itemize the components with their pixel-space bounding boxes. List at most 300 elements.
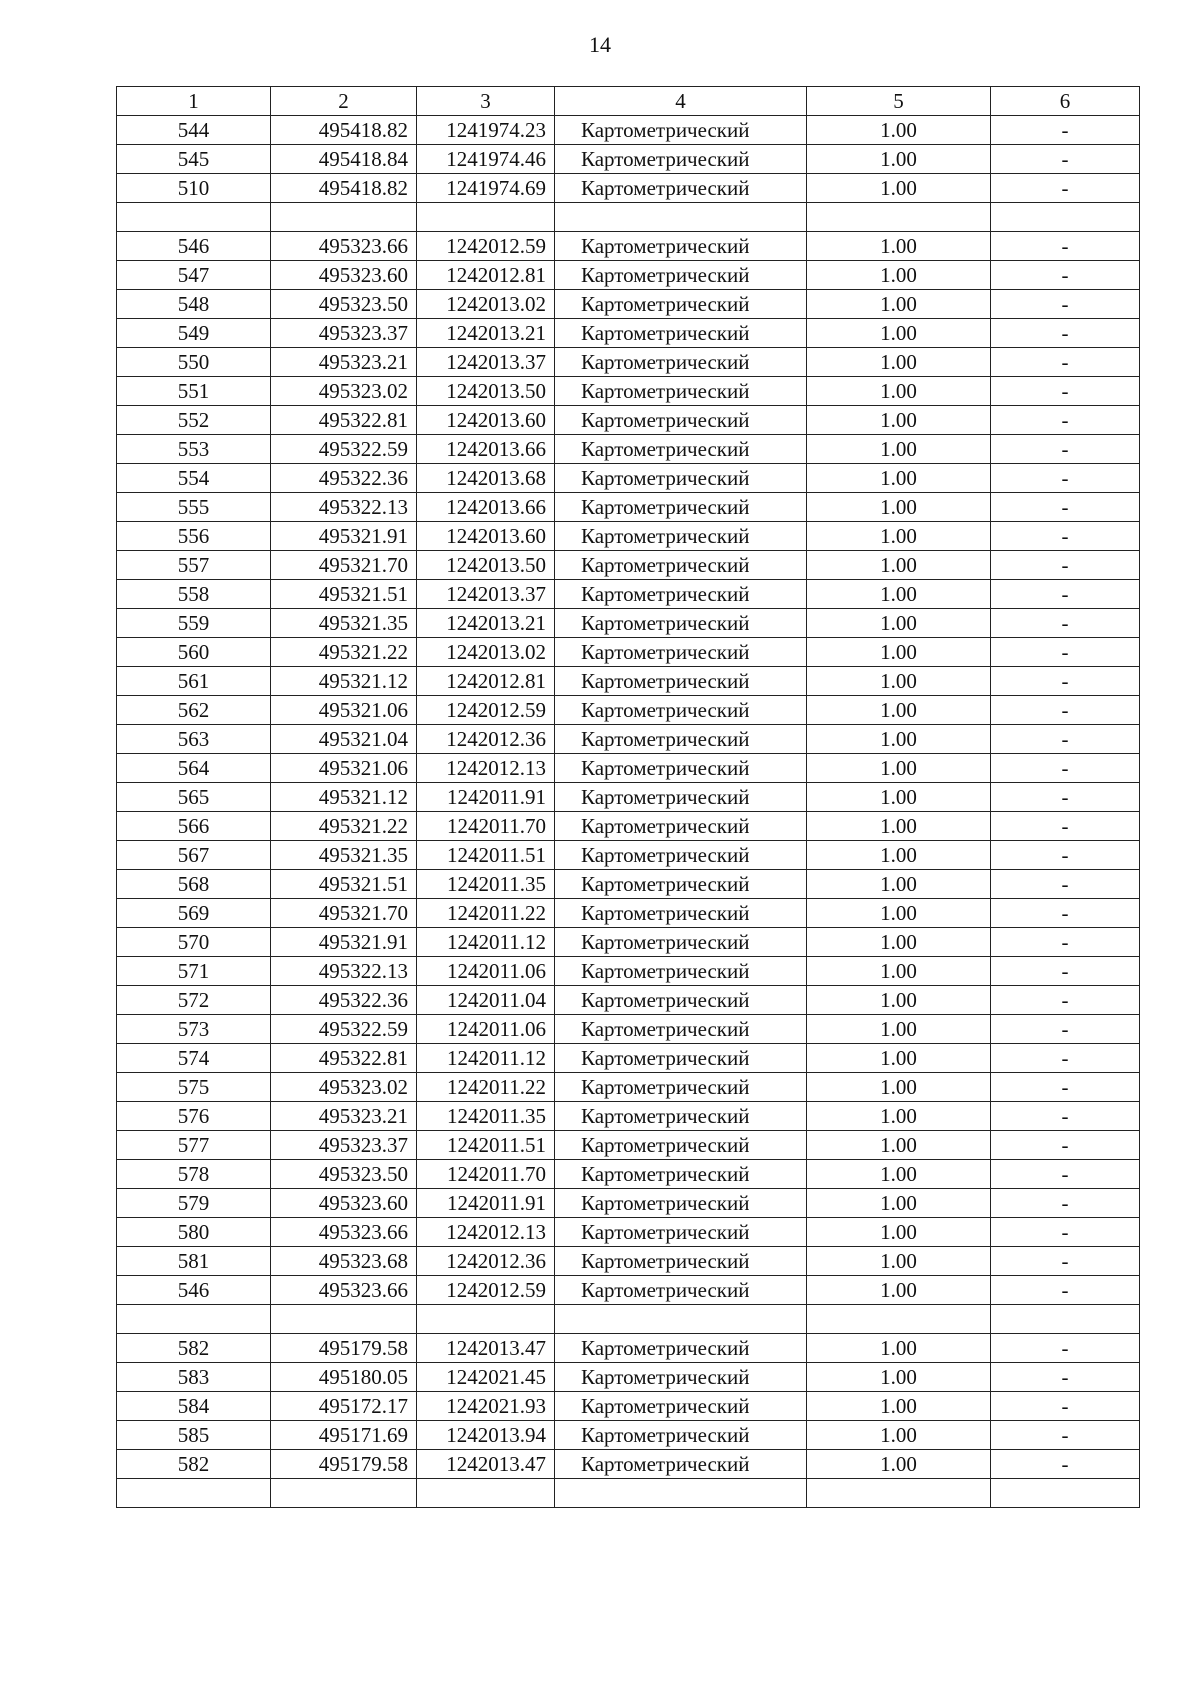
- method-cell: [555, 1305, 807, 1334]
- table-row: [117, 957, 1140, 986]
- description-cell: -: [991, 1218, 1140, 1247]
- point-number-cell: 557: [117, 551, 271, 580]
- x-coordinate-cell: 495322.13: [271, 493, 417, 522]
- accuracy-cell: 1.00: [807, 1131, 991, 1160]
- y-coordinate-cell: 1242013.50: [417, 551, 555, 580]
- x-coordinate-cell: 495321.06: [271, 696, 417, 725]
- y-coordinate-cell: 1242012.59: [417, 1276, 555, 1305]
- accuracy-cell: 1.00: [807, 406, 991, 435]
- coordinates-table: [116, 86, 1140, 1508]
- y-coordinate-cell: 1242012.81: [417, 667, 555, 696]
- y-coordinate-cell: 1242013.94: [417, 1421, 555, 1450]
- accuracy-cell: 1.00: [807, 493, 991, 522]
- accuracy-cell: 1.00: [807, 1073, 991, 1102]
- description-cell: -: [991, 1044, 1140, 1073]
- x-coordinate-cell: 495323.50: [271, 1160, 417, 1189]
- table-row: [117, 1247, 1140, 1276]
- method-cell: Картометрический: [555, 1218, 807, 1247]
- table-row: [117, 232, 1140, 261]
- x-coordinate-cell: 495180.05: [271, 1363, 417, 1392]
- y-coordinate-cell: 1242011.51: [417, 1131, 555, 1160]
- table-row: [117, 841, 1140, 870]
- description-cell: -: [991, 609, 1140, 638]
- y-coordinate-cell: 1242011.35: [417, 1102, 555, 1131]
- description-cell: -: [991, 638, 1140, 667]
- point-number-cell: 555: [117, 493, 271, 522]
- y-coordinate-cell: 1242011.22: [417, 899, 555, 928]
- accuracy-cell: 1.00: [807, 667, 991, 696]
- accuracy-cell: 1.00: [807, 145, 991, 174]
- table-row: [117, 725, 1140, 754]
- table-row: [117, 1450, 1140, 1479]
- x-coordinate-cell: 495323.02: [271, 377, 417, 406]
- point-number-cell: 576: [117, 1102, 271, 1131]
- description-cell: -: [991, 406, 1140, 435]
- point-number-cell: 562: [117, 696, 271, 725]
- y-coordinate-cell: 1242012.13: [417, 754, 555, 783]
- accuracy-cell: 1.00: [807, 1218, 991, 1247]
- description-cell: [991, 1305, 1140, 1334]
- accuracy-cell: 1.00: [807, 841, 991, 870]
- method-cell: Картометрический: [555, 232, 807, 261]
- table-row: [117, 1102, 1140, 1131]
- method-cell: Картометрический: [555, 406, 807, 435]
- table-row: [117, 1363, 1140, 1392]
- accuracy-cell: [807, 1479, 991, 1508]
- table-row: [117, 1073, 1140, 1102]
- point-number-cell: 564: [117, 754, 271, 783]
- description-cell: -: [991, 319, 1140, 348]
- point-number-cell: 582: [117, 1334, 271, 1363]
- table-row: [117, 1160, 1140, 1189]
- method-cell: Картометрический: [555, 377, 807, 406]
- x-coordinate-cell: 495418.84: [271, 145, 417, 174]
- point-number-cell: 556: [117, 522, 271, 551]
- y-coordinate-cell: 1241974.46: [417, 145, 555, 174]
- y-coordinate-cell: 1242013.60: [417, 406, 555, 435]
- point-number-cell: 545: [117, 145, 271, 174]
- table-row: [117, 1334, 1140, 1363]
- accuracy-cell: 1.00: [807, 319, 991, 348]
- header-cell-5: 5: [807, 87, 991, 116]
- y-coordinate-cell: [417, 1479, 555, 1508]
- table-header: [117, 87, 1140, 116]
- x-coordinate-cell: 495322.81: [271, 406, 417, 435]
- point-number-cell: 574: [117, 1044, 271, 1073]
- description-cell: -: [991, 1015, 1140, 1044]
- table-row: [117, 435, 1140, 464]
- method-cell: Картометрический: [555, 754, 807, 783]
- description-cell: -: [991, 899, 1140, 928]
- description-cell: -: [991, 232, 1140, 261]
- description-cell: -: [991, 261, 1140, 290]
- description-cell: -: [991, 725, 1140, 754]
- table-row: [117, 1218, 1140, 1247]
- table-row: [117, 1479, 1140, 1508]
- method-cell: Картометрический: [555, 1131, 807, 1160]
- table-row: [117, 1276, 1140, 1305]
- table-row: [117, 551, 1140, 580]
- table-row: [117, 580, 1140, 609]
- description-cell: -: [991, 667, 1140, 696]
- x-coordinate-cell: 495321.06: [271, 754, 417, 783]
- x-coordinate-cell: 495323.60: [271, 261, 417, 290]
- table-row: [117, 1189, 1140, 1218]
- description-cell: -: [991, 1421, 1140, 1450]
- table-row: [117, 870, 1140, 899]
- method-cell: Картометрический: [555, 812, 807, 841]
- accuracy-cell: 1.00: [807, 551, 991, 580]
- description-cell: -: [991, 1102, 1140, 1131]
- y-coordinate-cell: 1242013.50: [417, 377, 555, 406]
- y-coordinate-cell: 1242012.36: [417, 1247, 555, 1276]
- table-row: [117, 1421, 1140, 1450]
- accuracy-cell: 1.00: [807, 1421, 991, 1450]
- point-number-cell: 544: [117, 116, 271, 145]
- point-number-cell: 547: [117, 261, 271, 290]
- table-body: [117, 116, 1140, 1508]
- accuracy-cell: 1.00: [807, 1189, 991, 1218]
- method-cell: Картометрический: [555, 116, 807, 145]
- method-cell: Картометрический: [555, 464, 807, 493]
- header-cell-2: 2: [271, 87, 417, 116]
- header-cell-6: 6: [991, 87, 1140, 116]
- y-coordinate-cell: 1242012.81: [417, 261, 555, 290]
- x-coordinate-cell: 495323.66: [271, 232, 417, 261]
- table-row: [117, 203, 1140, 232]
- header-cell-4: 4: [555, 87, 807, 116]
- point-number-cell: 546: [117, 232, 271, 261]
- accuracy-cell: [807, 203, 991, 232]
- accuracy-cell: 1.00: [807, 232, 991, 261]
- description-cell: -: [991, 1450, 1140, 1479]
- accuracy-cell: 1.00: [807, 1015, 991, 1044]
- accuracy-cell: 1.00: [807, 290, 991, 319]
- point-number-cell: 585: [117, 1421, 271, 1450]
- y-coordinate-cell: 1242011.06: [417, 1015, 555, 1044]
- header-cell-3: 3: [417, 87, 555, 116]
- x-coordinate-cell: 495322.59: [271, 1015, 417, 1044]
- x-coordinate-cell: [271, 203, 417, 232]
- point-number-cell: 549: [117, 319, 271, 348]
- table-row: [117, 116, 1140, 145]
- table-row: [117, 928, 1140, 957]
- accuracy-cell: 1.00: [807, 464, 991, 493]
- y-coordinate-cell: 1242011.12: [417, 1044, 555, 1073]
- x-coordinate-cell: 495321.51: [271, 580, 417, 609]
- x-coordinate-cell: 495322.36: [271, 464, 417, 493]
- method-cell: Картометрический: [555, 174, 807, 203]
- description-cell: -: [991, 986, 1140, 1015]
- table-row: [117, 522, 1140, 551]
- method-cell: Картометрический: [555, 870, 807, 899]
- x-coordinate-cell: 495321.22: [271, 638, 417, 667]
- y-coordinate-cell: 1242013.47: [417, 1334, 555, 1363]
- x-coordinate-cell: 495321.51: [271, 870, 417, 899]
- point-number-cell: 578: [117, 1160, 271, 1189]
- method-cell: Картометрический: [555, 145, 807, 174]
- x-coordinate-cell: 495323.60: [271, 1189, 417, 1218]
- accuracy-cell: 1.00: [807, 522, 991, 551]
- accuracy-cell: [807, 1305, 991, 1334]
- accuracy-cell: 1.00: [807, 899, 991, 928]
- x-coordinate-cell: [271, 1479, 417, 1508]
- description-cell: -: [991, 1131, 1140, 1160]
- accuracy-cell: 1.00: [807, 348, 991, 377]
- description-cell: -: [991, 957, 1140, 986]
- accuracy-cell: 1.00: [807, 638, 991, 667]
- y-coordinate-cell: 1242013.02: [417, 638, 555, 667]
- description-cell: -: [991, 580, 1140, 609]
- description-cell: -: [991, 145, 1140, 174]
- accuracy-cell: 1.00: [807, 957, 991, 986]
- point-number-cell: 554: [117, 464, 271, 493]
- point-number-cell: 572: [117, 986, 271, 1015]
- method-cell: Картометрический: [555, 1334, 807, 1363]
- point-number-cell: 575: [117, 1073, 271, 1102]
- method-cell: Картометрический: [555, 435, 807, 464]
- table-row: [117, 812, 1140, 841]
- y-coordinate-cell: 1242011.51: [417, 841, 555, 870]
- method-cell: Картометрический: [555, 1363, 807, 1392]
- y-coordinate-cell: [417, 1305, 555, 1334]
- x-coordinate-cell: 495321.70: [271, 899, 417, 928]
- accuracy-cell: 1.00: [807, 1276, 991, 1305]
- point-number-cell: 546: [117, 1276, 271, 1305]
- x-coordinate-cell: 495323.50: [271, 290, 417, 319]
- point-number-cell: 560: [117, 638, 271, 667]
- y-coordinate-cell: 1241974.23: [417, 116, 555, 145]
- accuracy-cell: 1.00: [807, 754, 991, 783]
- method-cell: Картометрический: [555, 1073, 807, 1102]
- accuracy-cell: 1.00: [807, 261, 991, 290]
- description-cell: -: [991, 1189, 1140, 1218]
- method-cell: Картометрический: [555, 493, 807, 522]
- x-coordinate-cell: 495321.22: [271, 812, 417, 841]
- description-cell: [991, 203, 1140, 232]
- y-coordinate-cell: 1242012.59: [417, 696, 555, 725]
- method-cell: Картометрический: [555, 1015, 807, 1044]
- y-coordinate-cell: 1242021.45: [417, 1363, 555, 1392]
- table-row: [117, 1015, 1140, 1044]
- accuracy-cell: 1.00: [807, 116, 991, 145]
- y-coordinate-cell: 1242012.36: [417, 725, 555, 754]
- method-cell: Картометрический: [555, 899, 807, 928]
- table-row: [117, 319, 1140, 348]
- method-cell: Картометрический: [555, 551, 807, 580]
- method-cell: Картометрический: [555, 1044, 807, 1073]
- table-row: [117, 493, 1140, 522]
- y-coordinate-cell: 1242013.68: [417, 464, 555, 493]
- point-number-cell: 569: [117, 899, 271, 928]
- accuracy-cell: 1.00: [807, 812, 991, 841]
- accuracy-cell: 1.00: [807, 696, 991, 725]
- x-coordinate-cell: 495321.35: [271, 841, 417, 870]
- method-cell: Картометрический: [555, 522, 807, 551]
- method-cell: Картометрический: [555, 783, 807, 812]
- method-cell: Картометрический: [555, 696, 807, 725]
- y-coordinate-cell: 1242011.70: [417, 812, 555, 841]
- y-coordinate-cell: 1242013.47: [417, 1450, 555, 1479]
- description-cell: -: [991, 493, 1140, 522]
- y-coordinate-cell: 1242011.22: [417, 1073, 555, 1102]
- x-coordinate-cell: 495322.13: [271, 957, 417, 986]
- x-coordinate-cell: 495323.02: [271, 1073, 417, 1102]
- y-coordinate-cell: 1242011.04: [417, 986, 555, 1015]
- accuracy-cell: 1.00: [807, 783, 991, 812]
- description-cell: -: [991, 696, 1140, 725]
- description-cell: -: [991, 1276, 1140, 1305]
- x-coordinate-cell: [271, 1305, 417, 1334]
- y-coordinate-cell: 1242013.66: [417, 435, 555, 464]
- description-cell: -: [991, 1334, 1140, 1363]
- point-number-cell: 577: [117, 1131, 271, 1160]
- x-coordinate-cell: 495321.12: [271, 783, 417, 812]
- method-cell: Картометрический: [555, 1421, 807, 1450]
- point-number-cell: 582: [117, 1450, 271, 1479]
- header-cell-1: 1: [117, 87, 271, 116]
- table-row: [117, 783, 1140, 812]
- description-cell: -: [991, 348, 1140, 377]
- y-coordinate-cell: 1242011.35: [417, 870, 555, 899]
- description-cell: -: [991, 1073, 1140, 1102]
- point-number-cell: 563: [117, 725, 271, 754]
- y-coordinate-cell: 1242011.91: [417, 783, 555, 812]
- table-row: [117, 174, 1140, 203]
- x-coordinate-cell: 495179.58: [271, 1334, 417, 1363]
- y-coordinate-cell: 1242013.37: [417, 348, 555, 377]
- x-coordinate-cell: 495323.21: [271, 1102, 417, 1131]
- accuracy-cell: 1.00: [807, 1160, 991, 1189]
- method-cell: Картометрический: [555, 986, 807, 1015]
- table-row: [117, 638, 1140, 667]
- table-row: [117, 1131, 1140, 1160]
- x-coordinate-cell: 495321.91: [271, 522, 417, 551]
- point-number-cell: 561: [117, 667, 271, 696]
- accuracy-cell: 1.00: [807, 435, 991, 464]
- x-coordinate-cell: 495321.35: [271, 609, 417, 638]
- description-cell: -: [991, 435, 1140, 464]
- table-row: [117, 261, 1140, 290]
- x-coordinate-cell: 495321.04: [271, 725, 417, 754]
- description-cell: -: [991, 551, 1140, 580]
- description-cell: -: [991, 783, 1140, 812]
- description-cell: -: [991, 464, 1140, 493]
- x-coordinate-cell: 495322.81: [271, 1044, 417, 1073]
- point-number-cell: 567: [117, 841, 271, 870]
- table-row: [117, 406, 1140, 435]
- description-cell: -: [991, 174, 1140, 203]
- method-cell: Картометрический: [555, 1160, 807, 1189]
- accuracy-cell: 1.00: [807, 928, 991, 957]
- description-cell: -: [991, 1363, 1140, 1392]
- method-cell: Картометрический: [555, 1450, 807, 1479]
- method-cell: Картометрический: [555, 261, 807, 290]
- x-coordinate-cell: 495323.66: [271, 1218, 417, 1247]
- y-coordinate-cell: 1242013.60: [417, 522, 555, 551]
- method-cell: Картометрический: [555, 609, 807, 638]
- accuracy-cell: 1.00: [807, 1450, 991, 1479]
- y-coordinate-cell: 1242013.37: [417, 580, 555, 609]
- description-cell: -: [991, 116, 1140, 145]
- accuracy-cell: 1.00: [807, 1102, 991, 1131]
- method-cell: Картометрический: [555, 841, 807, 870]
- page-number: 14: [589, 32, 611, 57]
- table-row: [117, 1044, 1140, 1073]
- point-number-cell: 559: [117, 609, 271, 638]
- point-number-cell: [117, 203, 271, 232]
- x-coordinate-cell: 495323.21: [271, 348, 417, 377]
- point-number-cell: 551: [117, 377, 271, 406]
- y-coordinate-cell: [417, 203, 555, 232]
- x-coordinate-cell: 495323.68: [271, 1247, 417, 1276]
- description-cell: -: [991, 290, 1140, 319]
- method-cell: Картометрический: [555, 319, 807, 348]
- method-cell: Картометрический: [555, 290, 807, 319]
- point-number-cell: 510: [117, 174, 271, 203]
- method-cell: Картометрический: [555, 638, 807, 667]
- table-row: [117, 696, 1140, 725]
- y-coordinate-cell: 1242013.21: [417, 609, 555, 638]
- table-row: [117, 145, 1140, 174]
- table-row: [117, 464, 1140, 493]
- point-number-cell: 566: [117, 812, 271, 841]
- accuracy-cell: 1.00: [807, 377, 991, 406]
- point-number-cell: 548: [117, 290, 271, 319]
- table-row: [117, 348, 1140, 377]
- point-number-cell: 584: [117, 1392, 271, 1421]
- point-number-cell: 565: [117, 783, 271, 812]
- table-row: [117, 1392, 1140, 1421]
- point-number-cell: 570: [117, 928, 271, 957]
- x-coordinate-cell: 495418.82: [271, 116, 417, 145]
- method-cell: Картометрический: [555, 1247, 807, 1276]
- description-cell: -: [991, 522, 1140, 551]
- description-cell: -: [991, 1392, 1140, 1421]
- table-row: [117, 754, 1140, 783]
- method-cell: Картометрический: [555, 725, 807, 754]
- y-coordinate-cell: 1241974.69: [417, 174, 555, 203]
- description-cell: [991, 1479, 1140, 1508]
- y-coordinate-cell: 1242011.91: [417, 1189, 555, 1218]
- y-coordinate-cell: 1242013.21: [417, 319, 555, 348]
- x-coordinate-cell: 495323.66: [271, 1276, 417, 1305]
- table-row: [117, 290, 1140, 319]
- point-number-cell: 550: [117, 348, 271, 377]
- x-coordinate-cell: 495418.82: [271, 174, 417, 203]
- table-row: [117, 667, 1140, 696]
- method-cell: Картометрический: [555, 1392, 807, 1421]
- description-cell: -: [991, 870, 1140, 899]
- header-row: [117, 87, 1140, 116]
- point-number-cell: 583: [117, 1363, 271, 1392]
- point-number-cell: 581: [117, 1247, 271, 1276]
- accuracy-cell: 1.00: [807, 870, 991, 899]
- method-cell: Картометрический: [555, 667, 807, 696]
- accuracy-cell: 1.00: [807, 986, 991, 1015]
- point-number-cell: 579: [117, 1189, 271, 1218]
- table-row: [117, 899, 1140, 928]
- y-coordinate-cell: 1242013.66: [417, 493, 555, 522]
- point-number-cell: [117, 1305, 271, 1334]
- description-cell: -: [991, 1160, 1140, 1189]
- table-row: [117, 377, 1140, 406]
- method-cell: Картометрический: [555, 928, 807, 957]
- x-coordinate-cell: 495172.17: [271, 1392, 417, 1421]
- x-coordinate-cell: 495323.37: [271, 319, 417, 348]
- description-cell: -: [991, 754, 1140, 783]
- accuracy-cell: 1.00: [807, 1363, 991, 1392]
